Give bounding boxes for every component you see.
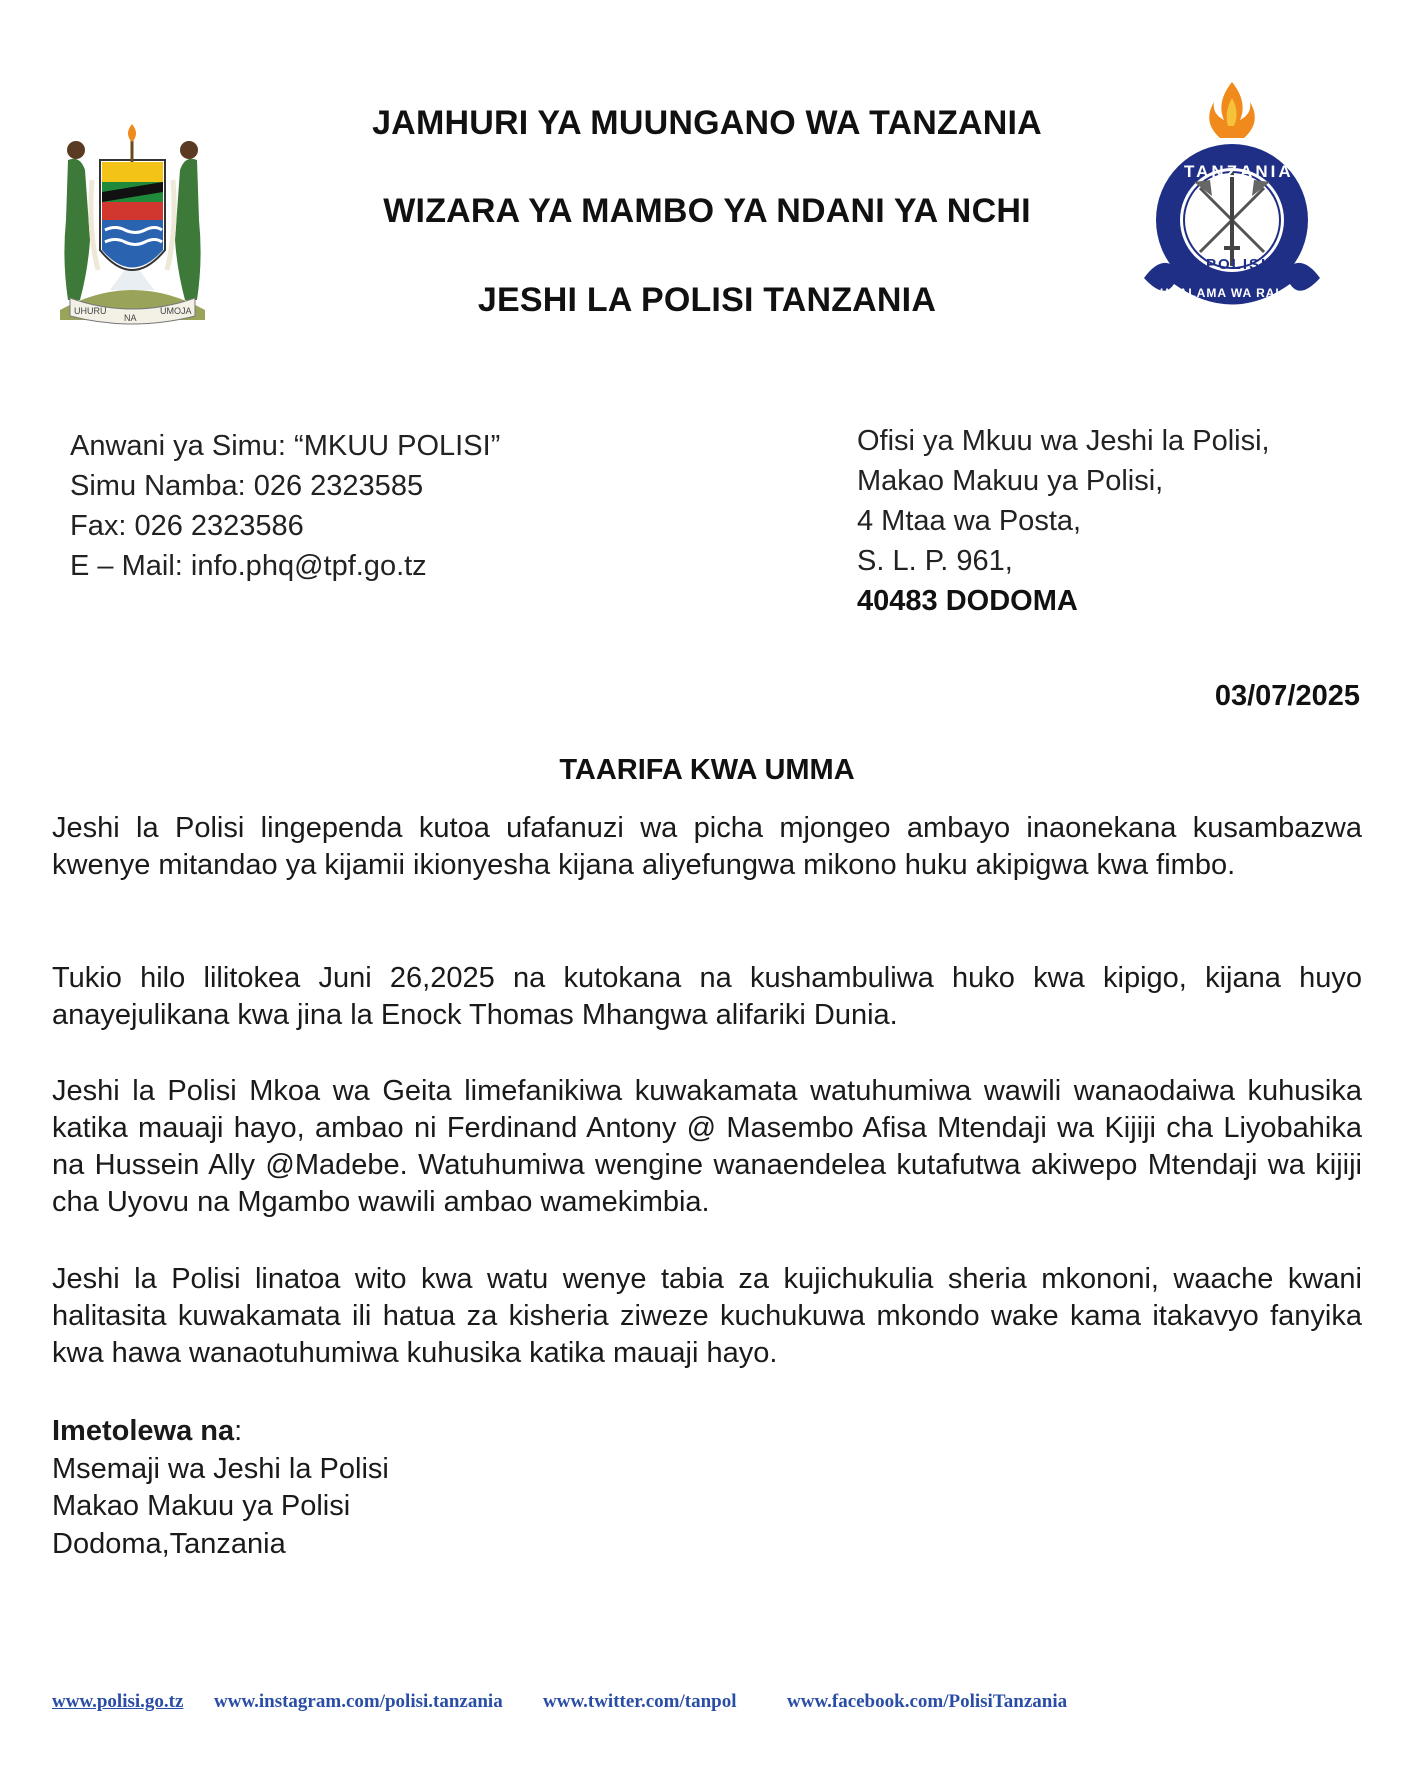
address-line-5: 40483 DODOMA — [857, 585, 1078, 617]
motto-word-1: UHURU — [74, 306, 107, 316]
paragraph-2: Tukio hilo lilitokea Juni 26,2025 na kutokana na kushambuliwa huko kwa kipigo, kijana huyo anayejulikana kwa jina la Enock Thomas Mhangwa alifariki Dunia. — [52, 962, 1362, 1031]
address-line-4: S. L. P. 961, — [857, 545, 1013, 577]
coat-of-arms-icon — [50, 120, 215, 330]
notice-title: TAARIFA KWA UMMA — [559, 754, 855, 786]
motto-word-3: UMOJA — [160, 306, 192, 316]
emblem-text-middle: POLISI — [1206, 256, 1268, 273]
police-emblem-icon — [1140, 80, 1325, 315]
issuer-line-2: Makao Makuu ya Polisi — [52, 1490, 351, 1522]
telegram-address: Anwani ya Simu: “MKUU POLISI” — [70, 430, 501, 462]
address-line-2: Makao Makuu ya Polisi, — [857, 465, 1164, 497]
issued-by-block — [52, 1413, 389, 1563]
issued-by-label: Imetolewa na — [52, 1415, 235, 1447]
document-date: 03/07/2025 — [1214, 680, 1360, 712]
phone-number: Simu Namba: 026 2323585 — [70, 470, 424, 502]
paragraph-4: Jeshi la Polisi linatoa wito kwa watu wenye tabia za kujichukulia sheria mkononi, waache kwani halitasita kuwakamata ili hatua za kisheria ziweze kuchukuwa mkondo wake kama itakavyo fanyika kwa hawa wanaotuhumiwa kuhusika katika mauaji hayo. — [52, 1263, 1362, 1369]
fax-number: Fax: 026 2323586 — [70, 510, 304, 542]
office-address — [857, 421, 1270, 621]
contact-details — [70, 426, 500, 586]
footer-facebook-link[interactable]: www.facebook.com/PolisiTanzania — [787, 1691, 1068, 1712]
footer-instagram-link[interactable]: www.instagram.com/polisi.tanzania — [214, 1691, 503, 1712]
paragraph-3: Jeshi la Polisi Mkoa wa Geita limefanikiwa kuwakamata watuhumiwa wawili wanaodaiwa kuhusika katika mauaji hayo, ambao ni Ferdinand Antony @ Masembo Afisa Mtendaji wa Kijiji cha Liyobahika na Hussein Ally @Madebe. Watuhumiwa wengine wanaendelea kutafutwa akiwepo Mtendaji wa kijiji cha Uyovu na Mgambo wawili ambao wamekimbia. — [52, 1075, 1362, 1218]
emblem-text-top: TANZANIA — [1184, 162, 1294, 181]
address-line-3: 4 Mtaa wa Posta, — [857, 505, 1082, 537]
footer-website-link[interactable]: www.polisi.go.tz — [52, 1691, 184, 1712]
header-police-force: JESHI LA POLISI TANZANIA — [477, 281, 937, 319]
paragraph-1: Jeshi la Polisi lingependa kutoa ufafanuzi wa picha mjongeo ambayo inaonekana kusambazwa kwenye mitandao ya kijamii ikionyesha kijana aliyefungwa mikono huku akipigwa kwa fimbo. — [52, 812, 1362, 881]
emblem-text-bottom: USALAMA WA RAIA — [1160, 286, 1290, 300]
address-line-1: Ofisi ya Mkuu wa Jeshi la Polisi, — [857, 425, 1270, 457]
issued-by-colon: : — [234, 1415, 243, 1447]
header-ministry-republic: JAMHURI YA MUUNGANO WA TANZANIA — [372, 104, 1042, 142]
issuer-line-3: Dodoma,Tanzania — [52, 1527, 286, 1560]
motto-word-2: NA — [124, 313, 137, 323]
header-ministry-home-affairs: WIZARA YA MAMBO YA NDANI YA NCHI — [383, 192, 1031, 230]
footer-twitter-link[interactable]: www.twitter.com/tanpol — [543, 1691, 737, 1712]
issuer-line-1: Msemaji wa Jeshi la Polisi — [52, 1452, 389, 1485]
email-address: E – Mail: info.phq@tpf.go.tz — [70, 550, 427, 582]
